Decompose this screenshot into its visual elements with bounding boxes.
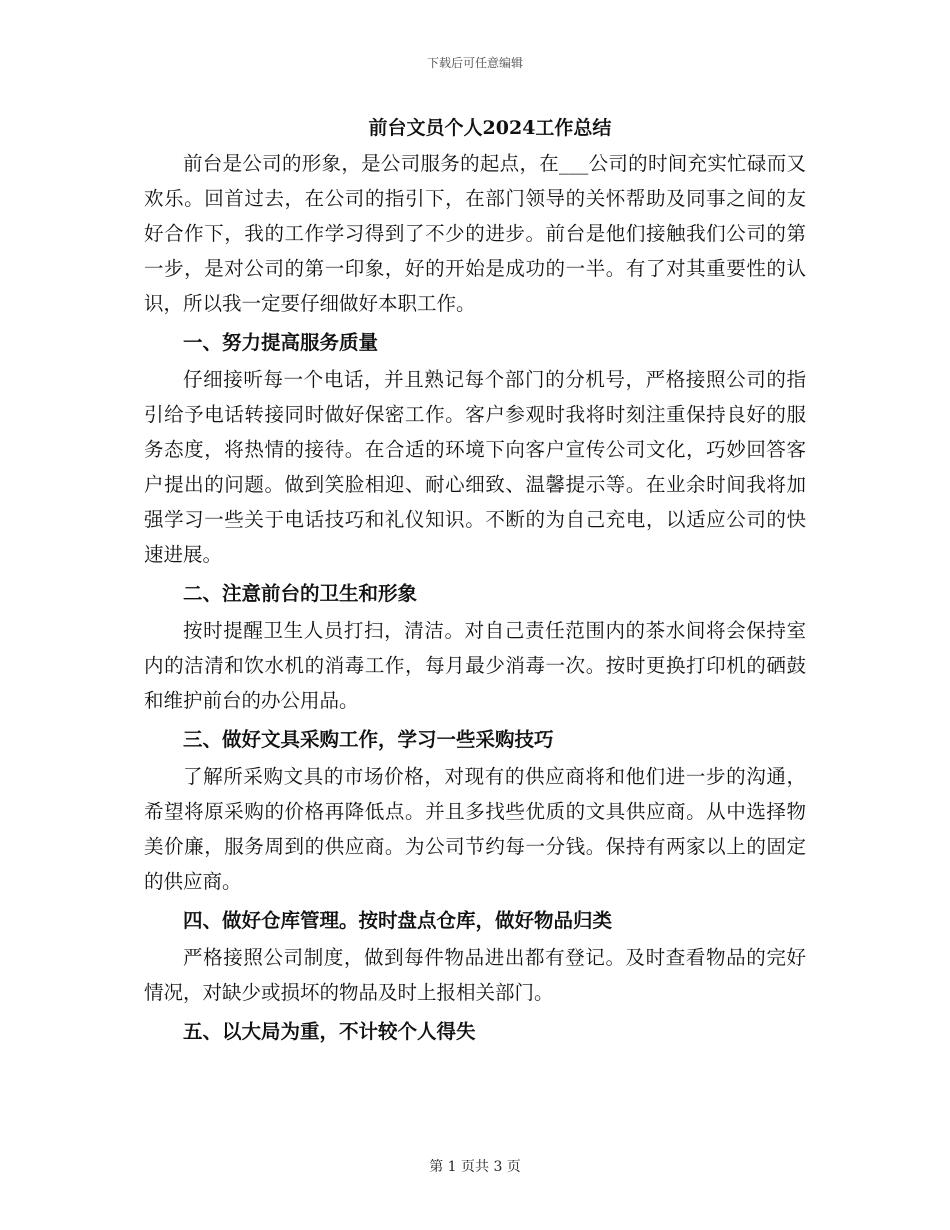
section-heading-3: 三、做好文具采购工作，学习一些采购技巧 — [183, 728, 554, 751]
section-heading-5: 五、以大局为重，不计较个人得失 — [183, 1020, 476, 1043]
intro-paragraph: 前台是公司的形象，是公司服务的起点，在___公司的时间充实忙碌而又欢乐。回首过去，在公司的指引下，在部门领导的关怀帮助及同事之间的友好合作下，我的工作学习得到了不少的进步。前台是他们接触我们公司的第一步，是对公司的第一印象，好的开始是成功的一半。有了对其重要性的认识，所以我一定要仔细做好本职工作。 — [144, 152, 806, 315]
section-heading-4: 四、做好仓库管理。按时盘点仓库，做好物品归类 — [183, 909, 613, 932]
header-note: 下载后可任意编辑 — [426, 56, 523, 70]
section-body-3: 了解所采购文具的市场价格，对现有的供应商将和他们进一步的沟通，希望将原采购的价格再降低点。并且多找些优质的文具供应商。从中选择物美价廉，服务周到的供应商。为公司节约每一分钱。保持有两家以上的固定的供应商。 — [144, 765, 806, 893]
section-body-4: 严格接照公司制度，做到每件物品进出都有登记。及时查看物品的完好情况，对缺少或损坏的物品及时上报相关部门。 — [144, 946, 806, 1004]
section-body-2: 按时提醒卫生人员打扫，清洁。对自己责任范围内的茶水间将会保持室内的洁清和饮水机的消毒工作，每月最少消毒一次。按时更换打印机的硒鼓和维护前台的办公用品。 — [144, 619, 806, 712]
section-heading-1: 一、努力提高服务质量 — [183, 331, 379, 354]
page-indicator: 第 1 页共 3 页 — [429, 1159, 521, 1175]
document-body — [144, 112, 806, 1051]
document-title: 前台文员个人2024工作总结 — [368, 117, 612, 139]
section-body-1: 仔细接听每一个电话，并且熟记每个部门的分机号，严格接照公司的指引给予电话转接同时做好保密工作。客户参观时我将时刻注重保持良好的服务态度，将热情的接待。在合适的环境下向客户宣传公司文化，巧妙回答客户提出的问题。做到笑脸相迎、耐心细致、温馨提示等。在业余时间我将加强学习一些关于电话技巧和礼仪知识。不断的为自己充电，以适应公司的快速进展。 — [144, 368, 806, 566]
section-heading-2: 二、注意前台的卫生和形象 — [183, 582, 418, 605]
